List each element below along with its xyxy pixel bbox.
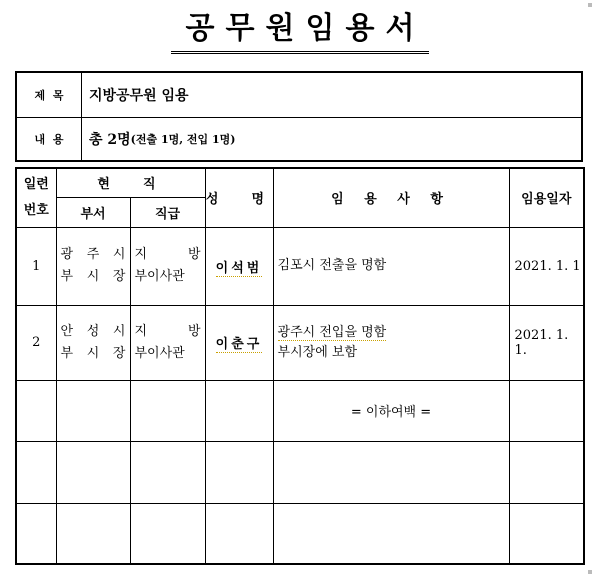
- margin-corner-mark: [588, 3, 592, 7]
- row-rank-line1: 지 방: [134, 323, 201, 339]
- row-number: 1: [16, 227, 56, 305]
- empty-cell: [205, 503, 273, 564]
- row-rank: [130, 227, 205, 305]
- table-row: [16, 380, 584, 441]
- empty-cell: [16, 380, 56, 441]
- row-details-line2: 부시장에 보함: [277, 344, 357, 360]
- row-details-line1: 김포시 전출을 명함: [277, 258, 387, 273]
- row-rank-line2: 부이사관: [134, 345, 185, 361]
- empty-cell: [16, 503, 56, 564]
- row-name-text: 이춘구: [215, 337, 263, 352]
- content-row: [17, 117, 581, 160]
- row-rank-line1: 지 방: [134, 247, 201, 262]
- table-header-row: [16, 168, 584, 197]
- table-row: [16, 227, 584, 305]
- empty-cell: [509, 441, 584, 503]
- row-date: 2021. 1. 1: [509, 227, 584, 305]
- row-rank: [130, 305, 205, 380]
- details-header: 임 용 사 항: [273, 168, 509, 227]
- row-dept-line2: 부 시 장: [60, 269, 126, 284]
- serial-header: [16, 168, 56, 227]
- row-name: [205, 305, 273, 380]
- empty-cell: [205, 380, 273, 441]
- empty-cell: [509, 380, 584, 441]
- row-dept: [56, 227, 130, 305]
- serial-header-line1: 일련: [23, 176, 49, 192]
- row-dept-line1: 안 성 시: [60, 323, 126, 339]
- header-box: [15, 71, 583, 162]
- empty-cell: [130, 503, 205, 564]
- empty-cell: [56, 380, 130, 441]
- row-rank-line2: 부이사관: [134, 269, 185, 284]
- row-details: [273, 305, 509, 380]
- empty-cell: [56, 503, 130, 564]
- subject-label: 제 목: [17, 73, 82, 117]
- subject-value: 지방공무원 임용: [89, 88, 189, 104]
- empty-cell: [130, 441, 205, 503]
- empty-cell: [56, 441, 130, 503]
- row-name-text: 이석범: [215, 260, 263, 276]
- row-date: 2021. 1. 1.: [509, 305, 584, 380]
- table-row: [16, 503, 584, 564]
- table-row: [16, 441, 584, 503]
- empty-cell: [509, 503, 584, 564]
- row-name: [205, 227, 273, 305]
- content-note: (전출 1명, 전입 1명): [130, 132, 236, 146]
- name-header: 성 명: [205, 168, 273, 227]
- empty-cell: [16, 441, 56, 503]
- empty-cell: [205, 441, 273, 503]
- margin-corner-mark: [588, 570, 592, 574]
- row-details: [273, 227, 509, 305]
- document-title-text: 공무원임용서: [171, 10, 430, 54]
- row-dept-line2: 부 시 장: [60, 345, 126, 361]
- content-label: 내 용: [17, 117, 82, 160]
- content-value: [89, 117, 235, 160]
- rank-header: 직급: [130, 197, 205, 227]
- dept-header: 부서: [56, 197, 130, 227]
- serial-header-line2: 번호: [23, 202, 49, 218]
- row-details-line1: [278, 323, 509, 343]
- subject-row: [17, 73, 581, 118]
- empty-cell: [130, 380, 205, 441]
- empty-cell: [273, 503, 509, 564]
- end-of-list-mark: = 이하여백 =: [273, 380, 509, 441]
- content-main: 총 2명: [89, 131, 131, 148]
- current-position-header: 현 직: [56, 168, 205, 197]
- row-dept: [56, 305, 130, 380]
- row-dept-line1: 광 주 시: [60, 247, 126, 262]
- row-number: 2: [16, 305, 56, 380]
- row-details-line1-text: 광주시 전입을 명함: [277, 324, 387, 340]
- date-header: 임용일자: [509, 168, 584, 227]
- document-title: [0, 10, 600, 54]
- table-row: [16, 305, 584, 380]
- empty-cell: [273, 441, 509, 503]
- appointment-table: [15, 167, 585, 565]
